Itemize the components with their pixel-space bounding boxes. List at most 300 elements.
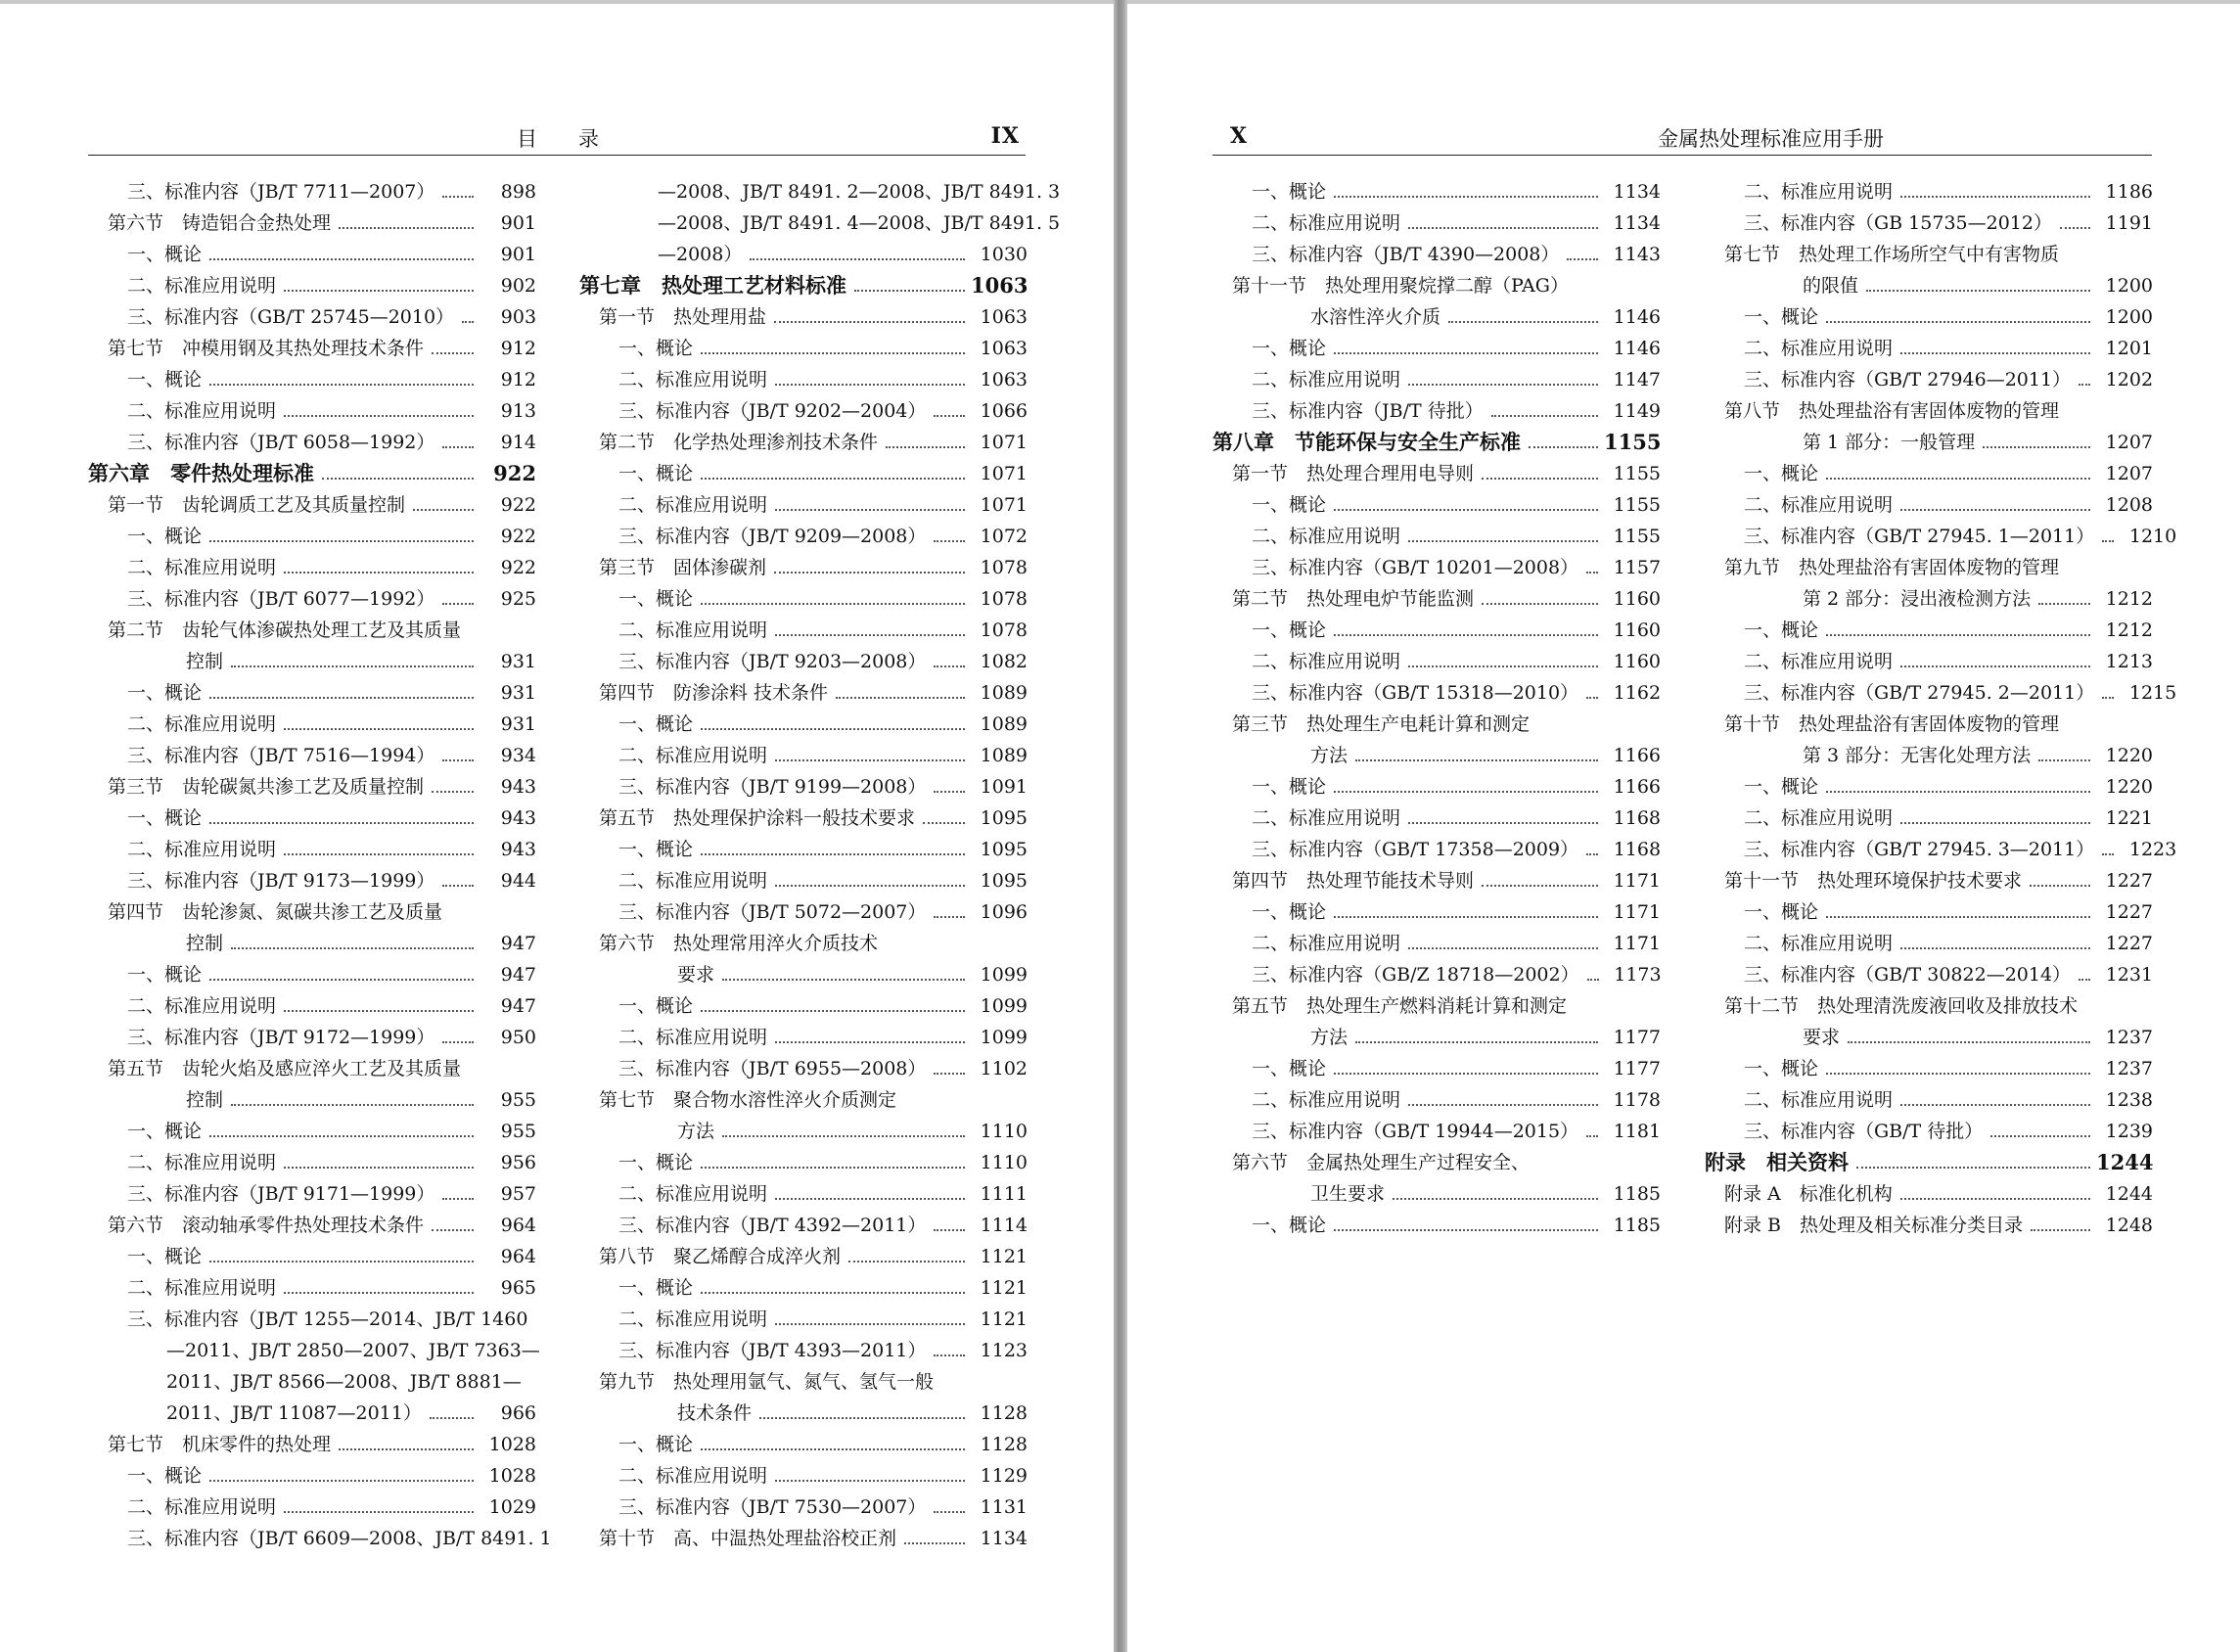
toc-entry[interactable] <box>88 239 536 270</box>
toc-entry-page: 1227 <box>2105 933 2153 954</box>
toc-column-right-2 <box>1705 176 2177 1241</box>
toc-entry-page: 1185 <box>1613 1215 1661 1236</box>
toc-entry-title: 二、标准应用说明 <box>1744 933 1894 954</box>
dot-leader <box>1334 1229 1598 1231</box>
toc-entry-page: 1121 <box>980 1308 1028 1330</box>
toc-entry-page: 1063 <box>980 369 1028 390</box>
toc-entry[interactable] <box>1212 1210 1661 1241</box>
toc-entry[interactable] <box>579 1272 1028 1304</box>
dot-leader <box>1408 1104 1598 1106</box>
toc-entry-page: 1212 <box>2105 588 2153 610</box>
toc-entry[interactable] <box>1212 1053 1661 1084</box>
dot-leader <box>934 1354 965 1356</box>
toc-entry[interactable] <box>88 1272 536 1304</box>
toc-entry[interactable] <box>579 803 1028 834</box>
toc-entry[interactable] <box>1705 834 2177 865</box>
toc-entry[interactable] <box>88 1116 536 1147</box>
toc-entry[interactable] <box>88 709 536 740</box>
toc-entry-title: 三、标准内容（JB/T 9171—1999） <box>127 1183 435 1205</box>
toc-entry[interactable] <box>88 176 536 207</box>
toc-entry[interactable] <box>579 427 1028 458</box>
toc-entry[interactable] <box>579 990 1028 1022</box>
toc-entry[interactable] <box>1705 771 2153 803</box>
toc-entry[interactable] <box>88 1304 536 1335</box>
toc-entry[interactable] <box>1212 1022 1661 1053</box>
toc-entry-title: 一、概论 <box>618 463 694 484</box>
dot-leader <box>775 1041 965 1043</box>
toc-entry[interactable] <box>88 646 536 677</box>
toc-entry[interactable] <box>579 1084 1028 1116</box>
toc-entry-page: 1237 <box>2105 1027 2153 1048</box>
toc-entry[interactable] <box>1212 771 1661 803</box>
toc-entry[interactable] <box>579 1398 1028 1429</box>
toc-entry[interactable] <box>88 270 536 301</box>
toc-entry[interactable] <box>1705 959 2153 990</box>
toc-entry-title: 第 1 部分：一般管理 <box>1803 432 1976 453</box>
toc-entry-title: 一、概论 <box>618 588 694 610</box>
toc-entry-title: 第五节 热处理保护涂料一般技术要求 <box>599 807 916 829</box>
toc-entry[interactable] <box>579 865 1028 896</box>
toc-entry-title: 三、标准内容（JB/T 4390—2008） <box>1252 244 1560 265</box>
dot-leader <box>775 634 965 636</box>
toc-entry[interactable] <box>1212 1147 1661 1178</box>
toc-entry-title: 三、标准内容（JB/T 9209—2008） <box>618 526 927 547</box>
toc-entry-title: 一、概论 <box>618 338 694 359</box>
toc-entry[interactable] <box>1212 333 1661 364</box>
toc-entry[interactable] <box>579 615 1028 646</box>
toc-entry-page: 1244 <box>2105 1183 2153 1205</box>
toc-entry-title: 第七节 聚合物水溶性淬火介质测定 <box>599 1089 897 1111</box>
dot-leader <box>1334 196 1598 198</box>
toc-entry[interactable] <box>1705 896 2153 928</box>
toc-entry[interactable] <box>1705 990 2153 1022</box>
toc-entry[interactable] <box>579 1366 1028 1398</box>
toc-entry[interactable] <box>579 583 1028 615</box>
toc-entry[interactable] <box>579 1210 1028 1241</box>
dot-leader <box>209 540 474 542</box>
toc-entry[interactable] <box>1212 489 1661 521</box>
toc-entry-page: 903 <box>500 306 537 328</box>
toc-entry-page: 1110 <box>980 1152 1028 1173</box>
toc-entry[interactable] <box>579 896 1028 928</box>
toc-entry[interactable] <box>1212 990 1661 1022</box>
toc-entry[interactable] <box>579 458 1028 489</box>
toc-entry[interactable] <box>88 959 536 990</box>
toc-entry[interactable] <box>579 489 1028 521</box>
toc-entry[interactable] <box>1212 301 1661 333</box>
toc-entry-title: 控制 <box>186 651 224 672</box>
toc-entry[interactable] <box>88 1022 536 1053</box>
toc-entry[interactable] <box>579 552 1028 583</box>
toc-entry-title: 第一节 热处理用盐 <box>599 306 767 328</box>
toc-entry[interactable] <box>1705 301 2153 333</box>
toc-entry[interactable] <box>579 207 1061 239</box>
toc-entry[interactable] <box>88 427 536 458</box>
toc-entry-title: 三、标准内容（JB/T 待批） <box>1252 400 1484 422</box>
toc-entry[interactable] <box>579 1178 1028 1210</box>
toc-entry-page: 1071 <box>980 494 1028 516</box>
toc-entry[interactable] <box>1212 395 1661 427</box>
dot-leader <box>284 1292 474 1294</box>
dot-leader <box>413 509 474 511</box>
toc-entry-title: 第八节 聚乙烯醇合成淬火剂 <box>599 1246 842 1267</box>
toc-entry[interactable] <box>1705 239 2153 270</box>
toc-entry-title: 三、标准内容（GB/T 30822—2014） <box>1744 964 2072 986</box>
toc-entry[interactable] <box>579 301 1028 333</box>
toc-entry-title: 第八节 热处理盐浴有害固体废物的管理 <box>1724 400 2060 422</box>
toc-entry[interactable] <box>579 1460 1028 1491</box>
toc-entry[interactable] <box>1705 677 2177 709</box>
toc-entry[interactable] <box>88 1491 536 1523</box>
toc-entry[interactable] <box>88 615 536 646</box>
toc-entry[interactable] <box>579 1523 1028 1554</box>
toc-entry[interactable] <box>1212 709 1661 740</box>
dot-leader <box>2102 540 2114 542</box>
toc-entry-title: 一、概论 <box>127 244 203 265</box>
toc-entry[interactable] <box>1212 458 1661 489</box>
toc-entry[interactable] <box>1212 1084 1661 1116</box>
toc-entry-page: 1095 <box>980 807 1028 829</box>
toc-entry[interactable] <box>579 677 1028 709</box>
toc-entry-title: 一、概论 <box>1744 1058 1819 1079</box>
toc-entry[interactable] <box>1705 803 2153 834</box>
toc-entry[interactable] <box>1212 896 1661 928</box>
toc-entry[interactable] <box>579 771 1028 803</box>
toc-entry[interactable] <box>1212 176 1661 207</box>
dot-leader <box>701 853 965 855</box>
toc-entry[interactable] <box>88 395 536 427</box>
dot-leader <box>934 791 965 793</box>
dot-leader <box>1848 1041 2090 1043</box>
dot-leader <box>1900 822 2090 824</box>
dot-leader <box>1866 290 2090 292</box>
toc-entry[interactable] <box>88 552 536 583</box>
toc-entry-page: 1168 <box>1613 807 1661 829</box>
dot-leader <box>775 1480 965 1482</box>
toc-entry-title: 2011、JB/T 8566—2008、JB/T 8881— <box>166 1371 522 1393</box>
toc-entry[interactable] <box>579 1429 1028 1460</box>
toc-entry[interactable] <box>579 1335 1028 1366</box>
toc-entry[interactable] <box>88 1053 536 1084</box>
toc-entry[interactable] <box>88 583 536 615</box>
toc-entry[interactable] <box>579 1304 1028 1335</box>
toc-chapter-entry[interactable] <box>1705 1147 2153 1178</box>
toc-entry[interactable] <box>579 1241 1028 1272</box>
toc-entry-title: 二、标准应用说明 <box>618 1183 768 1205</box>
toc-entry-title: 二、标准应用说明 <box>1252 933 1401 954</box>
toc-entry-page: 964 <box>500 1215 536 1236</box>
toc-entry[interactable] <box>88 740 536 771</box>
header-page-number: IX <box>990 123 1020 149</box>
dot-leader <box>442 1041 474 1043</box>
toc-entry-title: 要求 <box>677 964 715 986</box>
dot-leader <box>775 509 965 511</box>
toc-entry-title: 三、标准内容（JB/T 9202—2004） <box>618 400 927 422</box>
dot-leader <box>1826 321 2090 323</box>
toc-entry[interactable] <box>1212 803 1661 834</box>
dot-leader <box>1334 509 1598 511</box>
toc-entry[interactable] <box>1705 207 2153 239</box>
toc-entry[interactable] <box>1212 207 1661 239</box>
toc-entry[interactable] <box>1705 1178 2153 1210</box>
toc-entry-page: 1155 <box>1613 463 1661 484</box>
toc-entry[interactable] <box>1705 1084 2153 1116</box>
toc-entry[interactable] <box>88 207 536 239</box>
dot-leader <box>1826 791 2090 793</box>
dot-leader <box>1586 697 1598 699</box>
toc-entry[interactable] <box>88 1460 536 1491</box>
toc-entry-page: 1239 <box>2105 1121 2153 1142</box>
dot-leader <box>442 196 474 198</box>
toc-entry[interactable] <box>579 521 1028 552</box>
toc-entry-title: 二、标准应用说明 <box>618 1027 768 1048</box>
toc-entry[interactable] <box>88 521 536 552</box>
toc-entry[interactable] <box>88 364 536 395</box>
dot-leader <box>1900 665 2090 667</box>
toc-entry-page: 1121 <box>980 1277 1028 1299</box>
toc-entry[interactable] <box>88 489 536 521</box>
dot-leader <box>284 290 474 292</box>
toc-entry-title: 三、标准内容（GB/Z 18718—2002） <box>1252 964 1579 986</box>
toc-entry-page: 1128 <box>980 1434 1028 1455</box>
toc-entry-page: 1028 <box>488 1465 536 1487</box>
dot-leader <box>209 1261 474 1262</box>
dot-leader <box>284 853 474 855</box>
toc-entry-page: 1185 <box>1613 1183 1661 1205</box>
toc-entry[interactable] <box>88 990 536 1022</box>
toc-entry-title: 第 3 部分：无害化处理方法 <box>1803 745 2032 766</box>
toc-entry-title: 一、概论 <box>618 713 694 735</box>
toc-entry[interactable] <box>579 709 1028 740</box>
toc-entry[interactable] <box>1212 740 1661 771</box>
toc-entry[interactable] <box>1212 865 1661 896</box>
dot-leader <box>1826 916 2090 918</box>
dot-leader <box>1393 1198 1598 1200</box>
toc-entry[interactable] <box>579 1147 1028 1178</box>
toc-entry[interactable] <box>1212 834 1661 865</box>
toc-entry[interactable] <box>88 1398 536 1429</box>
toc-entry[interactable] <box>88 1523 552 1554</box>
toc-chapter-entry[interactable] <box>88 458 536 489</box>
toc-entry-page: 1181 <box>1613 1121 1662 1142</box>
dot-leader <box>1408 227 1598 229</box>
toc-entry[interactable] <box>579 1116 1028 1147</box>
dot-leader <box>775 1198 965 1200</box>
toc-entry-page: 1089 <box>980 745 1028 766</box>
toc-entry[interactable] <box>88 928 536 959</box>
toc-entry[interactable] <box>579 333 1028 364</box>
toc-entry-page: 1099 <box>980 995 1028 1017</box>
toc-entry[interactable] <box>88 803 536 834</box>
toc-entry-title: 第一节 齿轮调质工艺及其质量控制 <box>108 494 406 516</box>
toc-entry[interactable] <box>1212 364 1661 395</box>
toc-entry-page: 1171 <box>1613 933 1661 954</box>
toc-chapter-entry[interactable] <box>579 270 1028 301</box>
toc-entry[interactable] <box>1705 364 2153 395</box>
toc-entry[interactable] <box>1705 740 2153 771</box>
toc-entry-title: 三、标准内容（JB/T 7711—2007） <box>127 181 435 203</box>
toc-entry-title: 第三节 热处理生产电耗计算和测定 <box>1232 713 1531 735</box>
dot-leader <box>1408 665 1598 667</box>
top-edge <box>0 0 1114 4</box>
toc-entry-page: 1099 <box>980 964 1028 986</box>
toc-entry[interactable] <box>1705 583 2153 615</box>
toc-entry-title: 二、标准应用说明 <box>1744 807 1894 829</box>
toc-entry[interactable] <box>88 301 536 333</box>
dot-leader <box>1482 478 1598 480</box>
toc-entry-title: 第六节 铸造铝合金热处理 <box>108 212 332 234</box>
dot-leader <box>284 1010 474 1012</box>
toc-entry[interactable] <box>88 896 536 928</box>
toc-entry-page: 956 <box>500 1152 536 1173</box>
toc-entry[interactable] <box>1212 646 1661 677</box>
toc-entry[interactable] <box>579 1491 1028 1523</box>
toc-entry-page: 1177 <box>1613 1027 1661 1048</box>
toc-entry[interactable] <box>1705 1022 2153 1053</box>
page-header <box>1212 115 2152 156</box>
toc-entry[interactable] <box>88 865 536 896</box>
toc-entry[interactable] <box>1705 1053 2153 1084</box>
toc-entry-page: 1123 <box>980 1340 1028 1361</box>
toc-entry-title: 方法 <box>1310 745 1349 766</box>
toc-entry[interactable] <box>579 239 1028 270</box>
toc-entry[interactable] <box>1212 1116 1661 1147</box>
toc-entry-page: 1134 <box>980 1528 1028 1549</box>
toc-entry[interactable] <box>88 1335 540 1366</box>
toc-entry[interactable] <box>579 740 1028 771</box>
toc-entry[interactable] <box>1705 552 2153 583</box>
toc-entry[interactable] <box>1212 239 1661 270</box>
toc-entry[interactable] <box>1705 458 2153 489</box>
toc-entry-title: 第十一节 热处理用聚烷撑二醇（PAG） <box>1232 275 1569 297</box>
dot-leader <box>1900 509 2090 511</box>
toc-entry-page: 912 <box>500 369 536 390</box>
toc-entry[interactable] <box>88 333 536 364</box>
toc-entry-title: 第十节 高、中温热处理盐浴校正剂 <box>599 1528 897 1549</box>
toc-entry[interactable] <box>1212 615 1661 646</box>
toc-entry[interactable] <box>1705 333 2153 364</box>
toc-entry[interactable] <box>579 834 1028 865</box>
toc-entry-page: 1231 <box>2105 964 2154 986</box>
toc-entry[interactable] <box>1705 646 2153 677</box>
toc-entry[interactable] <box>1705 521 2177 552</box>
dot-leader <box>209 979 474 981</box>
toc-entry[interactable] <box>579 1022 1028 1053</box>
dot-leader <box>836 697 965 699</box>
toc-entry-page: 1200 <box>2105 275 2153 297</box>
toc-entry[interactable] <box>579 646 1028 677</box>
toc-entry[interactable] <box>579 959 1028 990</box>
toc-entry[interactable] <box>88 1178 536 1210</box>
toc-entry[interactable] <box>1705 1210 2153 1241</box>
toc-entry-title: 二、标准应用说明 <box>1744 181 1894 203</box>
toc-entry[interactable] <box>579 364 1028 395</box>
toc-entry-page: 1091 <box>980 776 1028 798</box>
toc-entry[interactable] <box>1705 395 2153 427</box>
toc-entry[interactable] <box>88 1241 536 1272</box>
toc-entry-title: 三、标准内容（GB/T 10201—2008） <box>1252 557 1579 578</box>
toc-entry[interactable] <box>88 1210 536 1241</box>
toc-entry-title: 三、标准内容（GB/T 27945. 1—2011） <box>1744 526 2095 547</box>
dot-leader <box>701 603 965 605</box>
dot-leader <box>775 759 965 761</box>
toc-entry-title: 第七节 机床零件的热处理 <box>108 1434 332 1455</box>
toc-entry-page: 1029 <box>488 1496 536 1518</box>
toc-entry[interactable] <box>1212 552 1661 583</box>
dot-leader <box>284 728 474 730</box>
toc-entry[interactable] <box>1705 709 2153 740</box>
toc-entry[interactable] <box>1212 270 1661 301</box>
toc-entry[interactable] <box>88 1366 536 1398</box>
dot-leader <box>442 1198 474 1200</box>
toc-entry[interactable] <box>88 677 536 709</box>
dot-leader <box>775 384 965 386</box>
toc-entry[interactable] <box>579 1053 1028 1084</box>
dot-leader <box>231 665 474 667</box>
toc-entry[interactable] <box>1212 583 1661 615</box>
toc-entry-title: 第三节 固体渗碳剂 <box>599 557 767 578</box>
toc-entry-page: 947 <box>500 933 536 954</box>
toc-entry[interactable] <box>1212 521 1661 552</box>
toc-entry-title: 控制 <box>186 933 224 954</box>
toc-entry-title: 二、标准应用说明 <box>618 369 768 390</box>
toc-entry[interactable] <box>88 834 536 865</box>
toc-entry-page: 1089 <box>980 713 1028 735</box>
toc-entry[interactable] <box>1705 615 2153 646</box>
toc-entry[interactable] <box>1705 1116 2153 1147</box>
toc-entry-page: 1063 <box>980 338 1028 359</box>
toc-entry[interactable] <box>579 176 1061 207</box>
toc-entry[interactable] <box>1705 270 2153 301</box>
toc-entry-title: 二、标准应用说明 <box>127 713 277 735</box>
toc-entry[interactable] <box>1705 489 2153 521</box>
toc-entry[interactable] <box>579 928 1028 959</box>
toc-entry-title: 三、标准内容（JB/T 9203—2008） <box>618 651 927 672</box>
toc-entry[interactable] <box>1705 865 2153 896</box>
toc-entry-page: 1028 <box>488 1434 536 1455</box>
toc-entry-title: 三、标准内容（GB/T 17358—2009） <box>1252 839 1579 860</box>
toc-entry[interactable] <box>1212 959 1661 990</box>
toc-entry[interactable] <box>88 1429 536 1460</box>
dot-leader <box>1408 384 1598 386</box>
toc-entry[interactable] <box>1212 928 1661 959</box>
toc-entry[interactable] <box>1212 677 1661 709</box>
toc-entry-title: 第九节 热处理盐浴有害固体废物的管理 <box>1724 557 2060 578</box>
dot-leader <box>1900 1198 2090 1200</box>
dot-leader <box>1408 822 1598 824</box>
toc-entry[interactable] <box>1705 176 2153 207</box>
toc-entry[interactable] <box>88 1084 536 1116</box>
dot-leader <box>1355 1041 1598 1043</box>
toc-entry-page: 1171 <box>1613 870 1661 892</box>
toc-entry-title: 二、标准应用说明 <box>127 400 277 422</box>
toc-entry[interactable] <box>88 771 536 803</box>
toc-entry[interactable] <box>88 1147 536 1178</box>
toc-entry[interactable] <box>1212 1178 1661 1210</box>
toc-entry[interactable] <box>1705 928 2153 959</box>
toc-entry[interactable] <box>1705 427 2153 458</box>
toc-entry-page: 1078 <box>980 557 1028 578</box>
toc-entry-title: 三、标准内容（GB 15735—2012） <box>1744 212 2052 234</box>
toc-chapter-entry[interactable] <box>1212 427 1661 458</box>
toc-entry[interactable] <box>579 395 1028 427</box>
dot-leader <box>2079 979 2090 981</box>
toc-entry-title: 一、概论 <box>1744 463 1819 484</box>
toc-entry-page: 901 <box>500 212 536 234</box>
dot-leader <box>775 1323 965 1325</box>
toc-entry-title: 一、概论 <box>618 1434 694 1455</box>
toc-entry-page: 901 <box>500 244 536 265</box>
